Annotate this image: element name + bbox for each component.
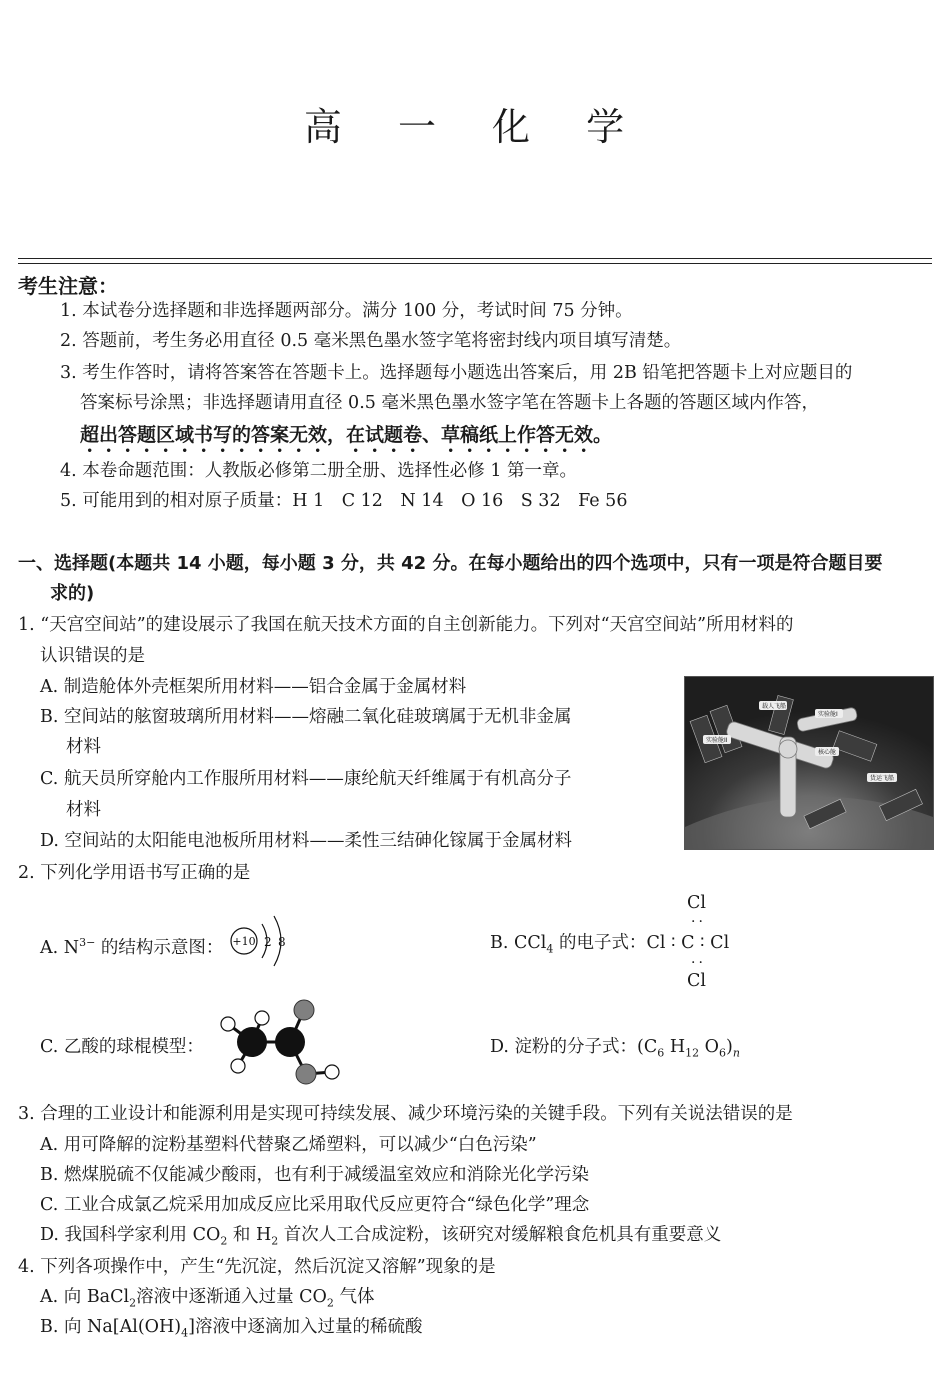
- q1-option-a: A. 制造舱体外壳框架所用材料——铝合金属于金属材料: [40, 677, 467, 697]
- ccl4-top-cl: Cl: [687, 893, 706, 913]
- q4-stem: 4. 下列各项操作中，产生“先沉淀，然后沉淀又溶解”现象的是: [18, 1257, 496, 1277]
- q3-stem: 3. 合理的工业设计和能源利用是实现可持续发展、减少环境污染的关键手段。下列有关说法错误的是: [18, 1104, 793, 1124]
- notice-item-3-cont: 答案标号涂黑；非选择题请用直径 0.5 毫米黑色墨水签字笔在答题卡上各题的答题区域内作答，: [80, 393, 819, 413]
- q2-d-sub-c: 6: [657, 1046, 665, 1060]
- q4-a-sub2: 2: [326, 1296, 334, 1310]
- acetic-acid-ball-stick-model: [214, 996, 350, 1088]
- q3-option-b: B. 燃煤脱硫不仅能减少酸雨，也有利于减缓温室效应和消除光化学污染: [40, 1165, 589, 1185]
- page-title: 高 一 化 学: [303, 105, 647, 149]
- photo-label-lab2: 实验舱II: [706, 737, 728, 744]
- q1-option-b: B. 空间站的舷窗玻璃所用材料——熔融二氧化硅玻璃属于无机非金属: [40, 707, 572, 727]
- photo-label-crew: 载人飞船: [762, 703, 787, 710]
- q4-b-suffix: ]溶液中逐滴加入过量的稀硫酸: [188, 1317, 423, 1337]
- carbon-atom: [237, 1027, 267, 1057]
- q4-option-a: [40, 1286, 375, 1315]
- q2-d-prefix: D. 淀粉的分子式：(C: [490, 1037, 658, 1057]
- shell-1-electrons: 2: [264, 935, 272, 949]
- q4-a-suffix: 气体: [333, 1287, 375, 1307]
- notice-item-3: 3. 考生作答时，请将答案答在答题卡上。选择题每小题选出答案后，用 2B 铅笔把答题卡上对应题目的: [60, 363, 853, 383]
- q2-d-sub-o: 6: [719, 1046, 726, 1060]
- notice-item-4: 4. 本卷命题范围：人教版必修第二册全册、选择性必修 1 第一章。: [60, 461, 578, 481]
- section-heading-cont: 求的): [50, 583, 95, 604]
- section-heading: 一、选择题(本题共 14 小题，每小题 3 分，共 42 分。在每小题给出的四个选项中，只有一项是符合题目要: [18, 553, 883, 574]
- hydrogen-atom: [221, 1017, 235, 1031]
- nucleus-charge: +10: [232, 935, 256, 948]
- q3-option-d: [40, 1224, 721, 1253]
- ccl4-electron-formula: Cl ∶ C ∶ Cl: [646, 933, 730, 953]
- q2-stem: 2. 下列化学用语书写正确的是: [18, 863, 251, 883]
- q3-d-suffix: 首次人工合成淀粉，该研究对缓解粮食危机具有重要意义: [278, 1225, 722, 1245]
- q2-b-suffix: 的电子式：: [553, 933, 647, 953]
- hydrogen-atom: [325, 1065, 339, 1079]
- q4-a-mid: 溶液中逐渐通入过量 CO: [136, 1287, 327, 1307]
- q4-a-prefix: A. 向 BaCl: [40, 1287, 130, 1307]
- q1-option-c-cont: 材料: [66, 800, 101, 820]
- atomic-structure-diagram: [228, 910, 298, 972]
- q3-d-prefix: D. 我国科学家利用 CO: [40, 1225, 221, 1245]
- ccl4-top-dots: ··: [691, 914, 706, 930]
- shell-2-electrons: 8: [278, 935, 286, 949]
- q4-b-prefix: B. 向 Na[Al(OH): [40, 1317, 182, 1337]
- q2-option-d: [490, 1036, 740, 1065]
- q2-d-o: O: [699, 1037, 719, 1057]
- q3-d-mid: 和 H: [227, 1225, 272, 1245]
- q1-option-c: C. 航天员所穿舱内工作服所用材料——康纶航天纤维属于有机高分子: [40, 769, 572, 789]
- q1-stem-cont: 认识错误的是: [40, 646, 145, 666]
- q1-option-d: D. 空间站的太阳能电池板所用材料——柔性三结砷化镓属于金属材料: [40, 831, 573, 851]
- q2-a-prefix: A. N: [40, 937, 80, 958]
- q1-option-b-cont: 材料: [66, 737, 101, 757]
- oxygen-atom: [296, 1064, 316, 1084]
- q2-option-c: C. 乙酸的球棍模型：: [40, 1037, 204, 1057]
- header-rule-thin: [18, 263, 932, 264]
- q2-d-close: ): [726, 1037, 733, 1057]
- ccl4-bottom-cl: Cl: [687, 971, 706, 991]
- space-station-illustration: [685, 677, 933, 849]
- carbon-atom: [275, 1027, 305, 1057]
- q3-d-sub1: 2: [220, 1234, 228, 1248]
- q1-stem: 1. “天宫空间站”的建设展示了我国在航天技术方面的自主创新能力。下列对“天宫空间站”所用材料的: [18, 615, 794, 635]
- q2-a-charge: 3−: [79, 936, 96, 949]
- header-rule: [18, 258, 932, 259]
- photo-label-cargo: 货运飞船: [870, 775, 895, 782]
- q2-d-h: H: [664, 1037, 686, 1057]
- hydrogen-atom: [231, 1059, 245, 1073]
- space-station-photo: [684, 676, 934, 850]
- notice-item-2: 2. 答题前，考生务必用直径 0.5 毫米黑色墨水签字笔将密封线内项目填写清楚。: [60, 331, 682, 351]
- q4-b-sub: 4: [181, 1326, 189, 1340]
- notice-item-5: 5. 可能用到的相对原子质量：H 1 C 12 N 14 O 16 S 32 Fe 56: [60, 491, 628, 511]
- q4-option-b: [40, 1316, 422, 1345]
- hydrogen-atom: [255, 1011, 269, 1025]
- oxygen-atom: [294, 1000, 314, 1020]
- ccl4-bottom-dots: ··: [691, 955, 706, 971]
- q2-b-sub: 4: [546, 942, 554, 956]
- q3-d-sub2: 2: [271, 1234, 279, 1248]
- q2-d-sub-h: 12: [685, 1046, 700, 1060]
- photo-label-core: 核心舱: [818, 749, 837, 756]
- q3-option-a: A. 用可降解的淀粉基塑料代替聚乙烯塑料，可以减少“白色污染”: [40, 1135, 537, 1155]
- q2-d-n: n: [732, 1046, 740, 1060]
- q3-option-c: C. 工业合成氯乙烷采用加成反应比采用取代反应更符合“绿色化学”理念: [40, 1195, 590, 1215]
- notice-item-1: 1. 本试卷分选择题和非选择题两部分。满分 100 分，考试时间 75 分钟。: [60, 301, 633, 321]
- photo-label-lab1: 实验舱I: [818, 711, 838, 718]
- q2-option-a: [40, 932, 223, 959]
- q4-a-sub1: 2: [129, 1296, 137, 1310]
- q2-b-prefix: B. CCl: [490, 933, 547, 953]
- notice-heading: 考生注意：: [18, 274, 118, 298]
- q2-a-suffix: 的结构示意图：: [95, 937, 224, 958]
- notice-item-3-emphasis: 超出答题区域书写的答案无效，在试题卷、草稿纸上作答无效。: [80, 424, 613, 446]
